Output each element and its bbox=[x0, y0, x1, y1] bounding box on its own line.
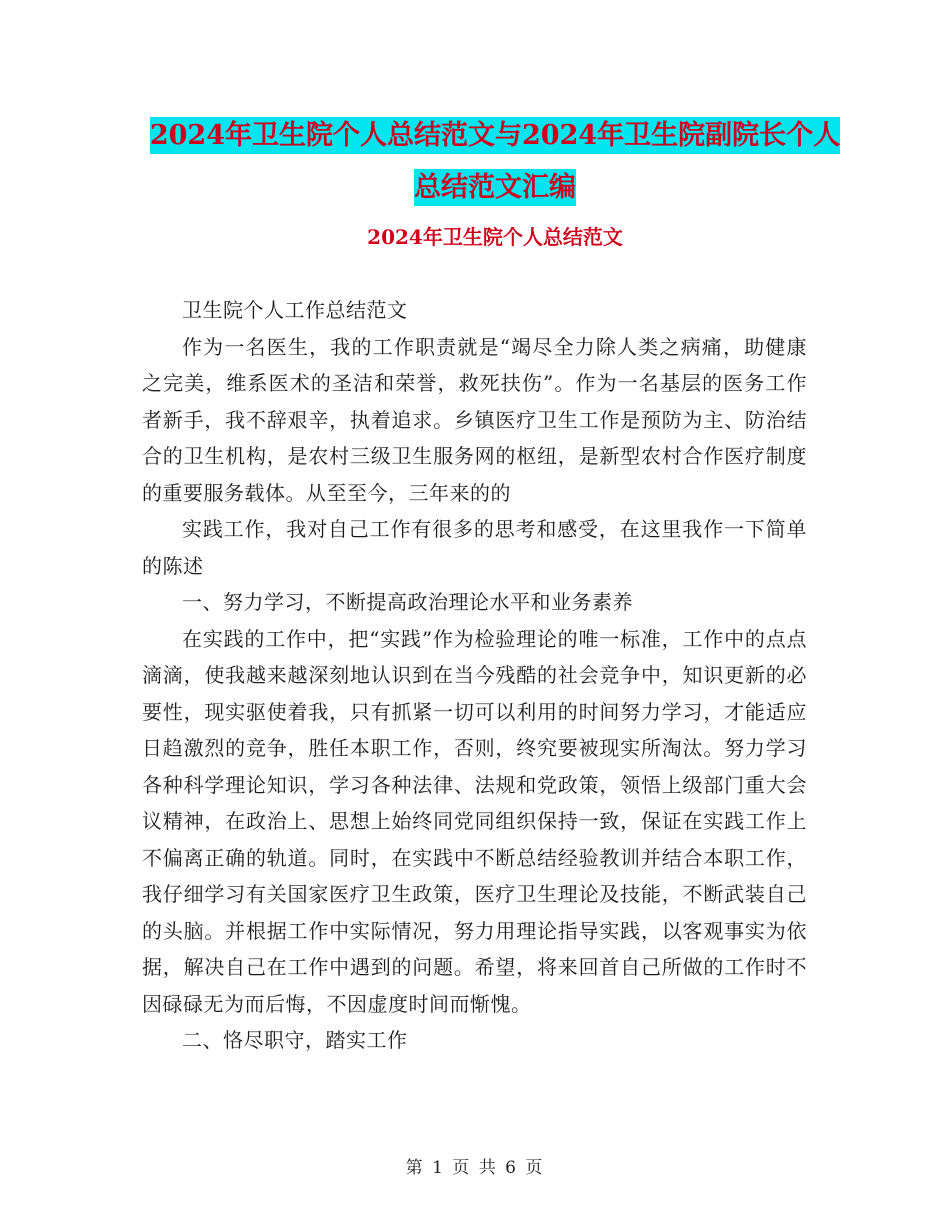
paragraph: 一、努力学习，不断提高政治理论水平和业务素养 bbox=[182, 590, 633, 614]
section-title: 2024年卫生院个人总结范文 bbox=[367, 225, 623, 249]
paragraph: 作为一名医生，我的工作职责就是“竭尽全力除人类之病痛，助健康之完美，维系医术的圣洁和荣誉，救死扶伤”。作为一名基层的医务工作者新手，我不辞艰辛，执着追求。乡镇医疗卫生工作是预防为主、防治结合的卫生机构，是农村三级卫生服务网的枢纽，是新型农村合作医疗制度的重要服务载体。从至至今，三年来的的 bbox=[142, 334, 807, 505]
paragraph: 卫生院个人工作总结范文 bbox=[182, 298, 408, 322]
document-body bbox=[142, 292, 807, 1059]
paragraph: 二、恪尽职守，踏实工作 bbox=[182, 1028, 408, 1052]
paragraph: 在实践的工作中，把“实践”作为检验理论的唯一标准，工作中的点点滴滴，使我越来越深刻地认识到在当今残酷的社会竞争中，知识更新的必要性，现实驱使着我，只有抓紧一切可以利用的时间努力学习，才能适应日趋激烈的竞争，胜任本职工作，否则，终究要被现实所淘汰。努力学习各种科学理论知识，学习各种法律、法规和党政策，领悟上级部门重大会议精神，在政治上、思想上始终同党同组织保持一致，保证在实践工作上不偏离正确的轨道。同时，在实践中不断总结经验教训并结合本职工作，我仔细学习有关国家医疗卫生政策，医疗卫生理论及技能，不断武装自己的头脑。并根据工作中实际情况，努力用理论指导实践，以客观事实为依据，解决自己在工作中遇到的问题。希望，将来回首自己所做的工作时不因碌碌无为而后悔，不因虚度时间而惭愧。 bbox=[142, 626, 807, 1016]
page-footer: 第 1 页 共 6 页 bbox=[405, 1158, 545, 1178]
paragraph: 实践工作，我对自己工作有很多的思考和感受，在这里我作一下简单的陈述 bbox=[142, 517, 807, 578]
document-title bbox=[140, 110, 850, 214]
document-title-text: 2024年卫生院个人总结范文与2024年卫生院副院长个人总结范文汇编 bbox=[150, 117, 840, 206]
